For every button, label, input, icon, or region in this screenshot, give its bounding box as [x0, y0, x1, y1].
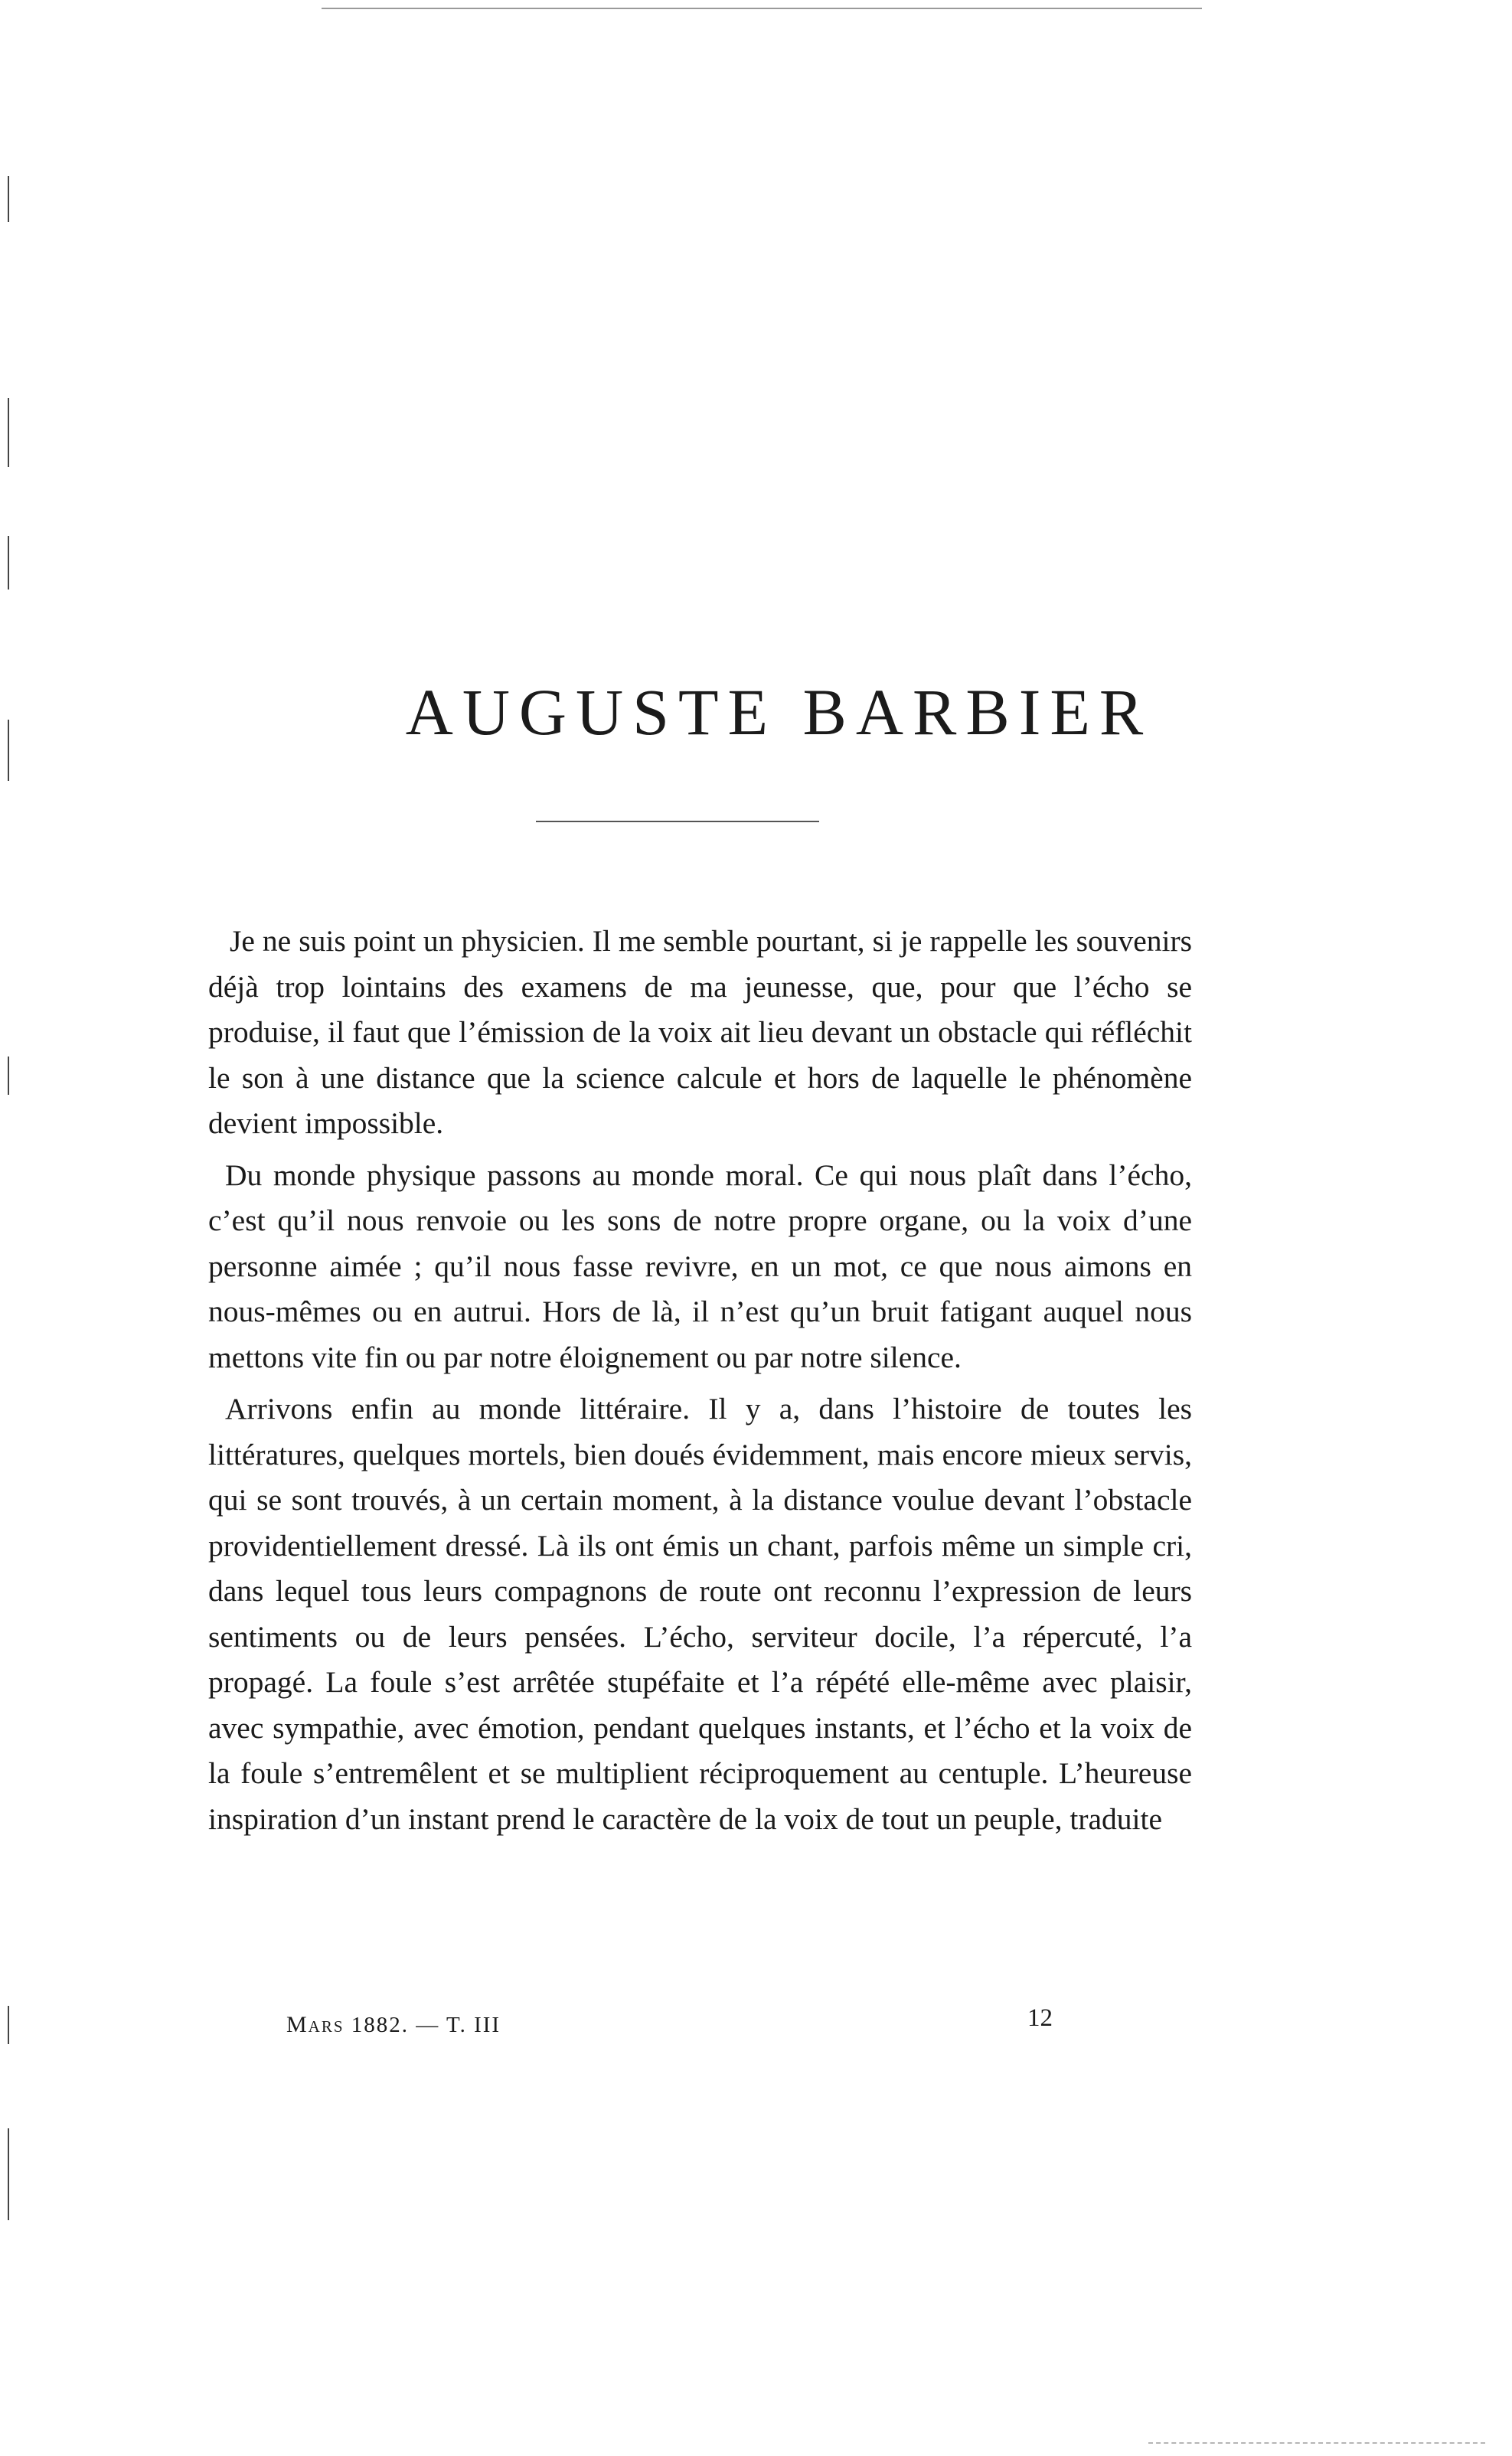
- paragraph: Je ne suis point un physicien. Il me semble pourtant, si je rappelle les souvenirs déjà trop lointains des examens de ma jeunesse, que, pour que l’écho se produise, il faut que l’émission de la voix ait lieu devant un obstacle qui réfléchit le son à une distance que la science calcule et hors de laquelle le phénomène devient impossible.: [208, 924, 1192, 1140]
- margin-mark: [8, 398, 9, 467]
- scan-edge-bottom: [1148, 2442, 1485, 2444]
- article-body: [208, 919, 1192, 1848]
- paragraph: Du monde physique passons au monde moral. Ce qui nous plaît dans l’écho, c’est qu’il nous renvoie ou les sons de notre propre organe, ou la voix d’une personne aimée ; qu’il nous fasse revivre, en un mot, ce que nous aimons en nous-mêmes ou en autrui. Hors de là, il n’est qu’un bruit fatigant auquel nous mettons vite fin ou par notre éloignement ou par notre silence.: [208, 1158, 1192, 1374]
- margin-mark: [8, 176, 9, 222]
- title-divider: [536, 821, 819, 822]
- article-title: AUGUSTE BARBIER: [405, 675, 1153, 749]
- paragraph: Arrivons enfin au monde littéraire. Il y a, dans l’histoire de toutes les littératures, quelques mortels, bien doués évidemment, mais encore mieux servis, qui se sont trouvés, à un certain moment, à la distance voulue devant l’obstacle providentiellement dressé. Là ils ont émis un chant, parfois même un simple cri, dans lequel tous leurs compagnons de route ont reconnu l’expression de leurs sentiments ou de leurs pensées. L’écho, serviteur docile, l’a répercuté, l’a propagé. La foule s’est arrêtée stupéfaite et l’a répété elle-même avec plaisir, avec sympathie, avec émotion, pendant quelques instants, et l’écho et la voix de la foule s’entremêlent et se multiplient réciproquement au centuple. L’heureuse inspiration d’un instant prend le caractère de la voix de tout un peuple, traduite: [208, 1392, 1192, 1836]
- page-number: 12: [1027, 2004, 1053, 2032]
- footer-month: Mars: [286, 2012, 345, 2037]
- margin-mark: [8, 2006, 9, 2044]
- margin-mark: [8, 1057, 9, 1095]
- footer-issue: 1882. — T. III: [344, 2013, 501, 2037]
- issue-footer: [286, 2012, 1052, 2038]
- margin-mark: [8, 536, 9, 590]
- scan-edge-top: [322, 8, 1202, 9]
- margin-mark: [8, 2128, 9, 2220]
